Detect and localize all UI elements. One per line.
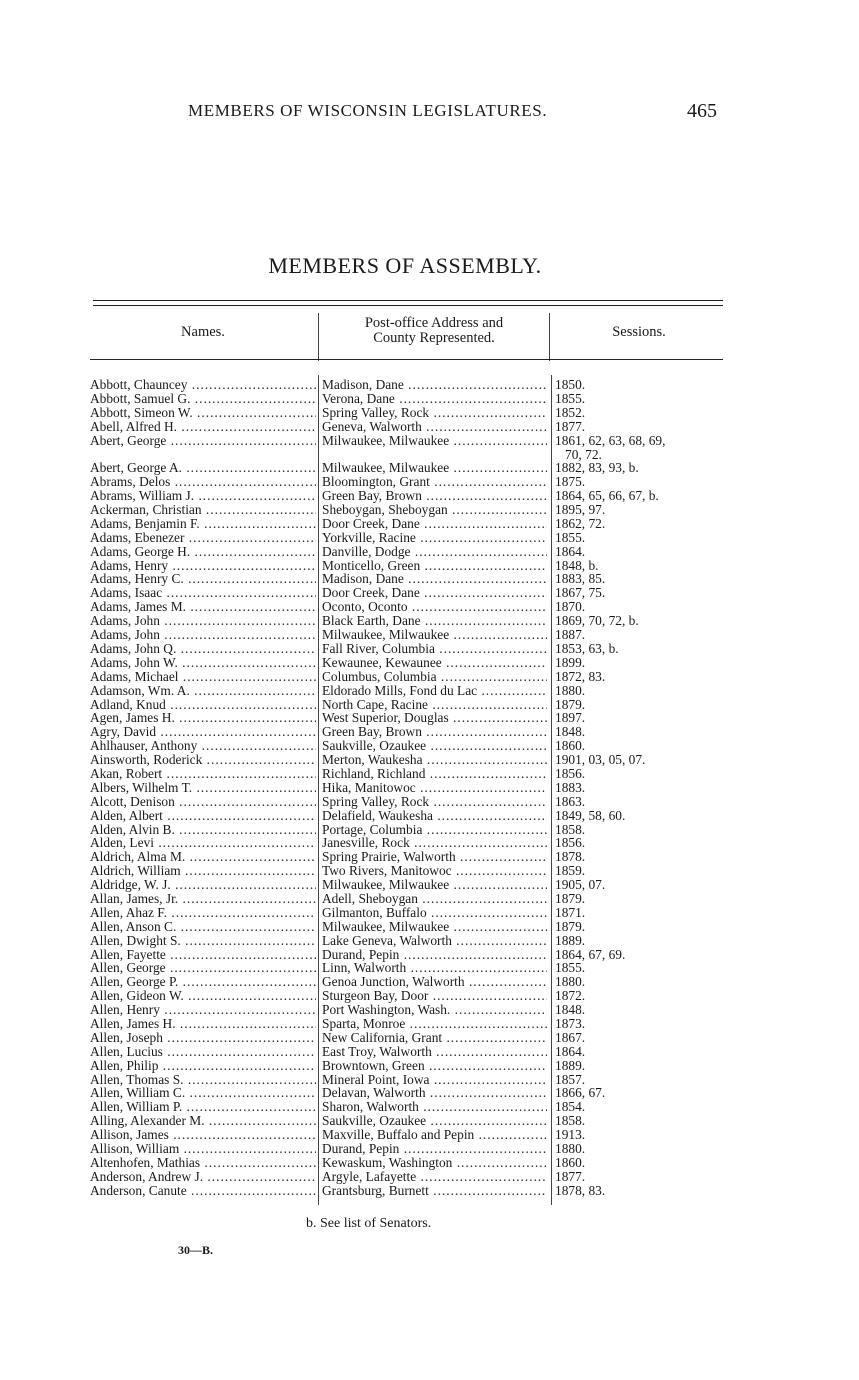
member-address: Adell, Sheboygan ..... <box>322 892 547 906</box>
table-row <box>90 836 730 850</box>
member-name: Allen, George ..... <box>90 961 316 975</box>
member-address: Mineral Point, Iowa ..... <box>322 1073 547 1087</box>
member-address: West Superior, Douglas ..... <box>322 711 547 725</box>
member-name: Allen, Gideon W. ..... <box>90 989 316 1003</box>
member-name: Allen, James H. ..... <box>90 1017 316 1031</box>
member-name: Alden, Alvin B. ..... <box>90 823 316 837</box>
member-address: Spring Valley, Rock ..... <box>322 406 547 420</box>
member-sessions: 1895, 97. <box>555 502 606 518</box>
member-name: Ackerman, Christian ..... <box>90 503 316 517</box>
member-address: Milwaukee, Milwaukee ..... <box>322 920 547 934</box>
table-row <box>90 906 730 920</box>
member-sessions: 1883, 85. <box>555 571 606 587</box>
member-address: Sturgeon Bay, Door ..... <box>322 989 547 1003</box>
member-sessions: 1861, 62, 63, 68, 69, 70, 72. <box>555 432 666 462</box>
member-sessions: 1889. <box>555 932 586 948</box>
member-address: Port Washington, Wash. ..... <box>322 1003 547 1017</box>
table-row <box>90 670 730 684</box>
table-row <box>90 1170 730 1184</box>
member-name: Alden, Albert ..... <box>90 809 316 823</box>
table-row <box>90 823 730 837</box>
member-name: Aldridge, W. J. ..... <box>90 878 316 892</box>
member-address: Oconto, Oconto ..... <box>322 600 547 614</box>
member-sessions: 1855. <box>555 960 586 976</box>
member-sessions: 1869, 70, 72, b. <box>555 613 639 629</box>
table-row <box>90 1114 730 1128</box>
member-sessions: 1875. <box>555 474 586 490</box>
member-address: Lake Geneva, Walworth ..... <box>322 934 547 948</box>
signature-mark: 30—B. <box>178 1243 214 1257</box>
member-sessions: 1883. <box>555 779 586 795</box>
table-row <box>90 809 730 823</box>
table-row <box>90 975 730 989</box>
member-sessions: 1880. <box>555 682 586 698</box>
member-name: Adams, Isaac ..... <box>90 586 316 600</box>
member-sessions: 1880. <box>555 1141 586 1156</box>
table-row <box>90 489 730 503</box>
table-row <box>90 545 730 559</box>
member-sessions: 1858. <box>555 1113 586 1129</box>
sessions-column-header: Sessions. <box>612 324 666 340</box>
member-name: Allen, Joseph ..... <box>90 1031 316 1045</box>
member-sessions: 1872, 83. <box>555 668 606 684</box>
table-row <box>90 1059 730 1073</box>
member-sessions: 1864, 65, 66, 67, b. <box>555 488 659 504</box>
table-row <box>90 503 730 517</box>
member-name: Altenhofen, Mathias ..... <box>90 1156 316 1170</box>
member-sessions: 1852. <box>555 404 586 420</box>
table-row <box>90 725 730 739</box>
member-address: Kewaskum, Washington ..... <box>322 1156 547 1170</box>
member-address: Sparta, Monroe ..... <box>322 1017 547 1031</box>
table-row <box>90 795 730 809</box>
table-row <box>90 420 730 434</box>
member-address: Black Earth, Dane ..... <box>322 614 547 628</box>
member-sessions: 1860. <box>555 1154 586 1170</box>
member-name: Adams, Henry C. ..... <box>90 572 316 586</box>
table-row <box>90 878 730 892</box>
table-row <box>90 475 730 489</box>
member-name: Aldrich, William ..... <box>90 864 316 878</box>
member-address: Linn, Walworth ..... <box>322 961 547 975</box>
member-address: Durand, Pepin ..... <box>322 1142 547 1156</box>
member-address: Geneva, Walworth ..... <box>322 420 547 434</box>
member-address: Madison, Dane ..... <box>322 572 547 586</box>
member-address: Verona, Dane ..... <box>322 392 547 406</box>
member-name: Adams, Henry ..... <box>90 559 316 573</box>
table-row <box>90 642 730 656</box>
member-name: Allen, William P. ..... <box>90 1100 316 1114</box>
member-name: Akan, Robert ..... <box>90 767 316 781</box>
member-sessions: 1848. <box>555 724 586 740</box>
member-sessions: 1860. <box>555 738 586 754</box>
member-address: Milwaukee, Milwaukee ..... <box>322 434 547 448</box>
page-number: 465 <box>687 100 717 122</box>
member-address: Browntown, Green ..... <box>322 1059 547 1073</box>
table-row <box>90 1031 730 1045</box>
table-row <box>90 864 730 878</box>
member-sessions: 1878. <box>555 849 586 865</box>
member-address: Monticello, Green ..... <box>322 559 547 573</box>
member-name: Ainsworth, Roderick ..... <box>90 753 316 767</box>
member-sessions: 1853, 63, b. <box>555 640 619 656</box>
member-sessions: 1862, 72. <box>555 515 606 531</box>
table-row <box>90 572 730 586</box>
member-name: Alden, Levi ..... <box>90 836 316 850</box>
table-row <box>90 378 730 392</box>
member-sessions: 1877. <box>555 1168 586 1184</box>
member-name: Allison, William ..... <box>90 1142 316 1156</box>
member-sessions: 1856. <box>555 835 586 851</box>
member-name: Allen, Henry ..... <box>90 1003 316 1017</box>
table-row <box>90 850 730 864</box>
address-header-line2: County Represented. <box>373 330 495 346</box>
member-sessions: 1879. <box>555 890 586 906</box>
table-row <box>90 1142 730 1156</box>
member-sessions: 1859. <box>555 863 586 879</box>
table-row <box>90 406 730 420</box>
member-name: Allan, James, Jr. ..... <box>90 892 316 906</box>
member-name: Abbott, Samuel G. ..... <box>90 392 316 406</box>
table-row <box>90 934 730 948</box>
member-name: Adams, John ..... <box>90 614 316 628</box>
member-sessions: 1899. <box>555 654 586 670</box>
member-name: Adams, Ebenezer ..... <box>90 531 316 545</box>
member-address: New California, Grant ..... <box>322 1031 547 1045</box>
member-sessions: 1882, 83, 93, b. <box>555 460 639 476</box>
member-sessions: 1857. <box>555 1071 586 1087</box>
member-sessions: 1858. <box>555 821 586 837</box>
member-sessions: 1866, 67. <box>555 1085 606 1101</box>
member-sessions: 1864. <box>555 1043 586 1059</box>
member-address: Gilmanton, Buffalo ..... <box>322 906 547 920</box>
column-divider <box>549 313 550 361</box>
member-sessions: 1880. <box>555 974 586 990</box>
table-row <box>90 461 730 475</box>
member-sessions: 1854. <box>555 1099 586 1115</box>
member-address: Janesville, Rock ..... <box>322 836 547 850</box>
member-sessions: 1872. <box>555 988 586 1004</box>
section-title: MEMBERS OF ASSEMBLY. <box>268 253 542 278</box>
member-address: Richland, Richland ..... <box>322 767 547 781</box>
member-name: Adams, John W. ..... <box>90 656 316 670</box>
member-sessions: 1848. <box>555 1002 586 1018</box>
member-name: Allen, Thomas S. ..... <box>90 1073 316 1087</box>
member-sessions: 1887. <box>555 627 586 643</box>
member-address: Merton, Waukesha ..... <box>322 753 547 767</box>
member-name: Allen, Dwight S. ..... <box>90 934 316 948</box>
member-name: Adams, John Q. ..... <box>90 642 316 656</box>
member-sessions: 1873. <box>555 1015 586 1031</box>
table-row <box>90 517 730 531</box>
column-divider <box>318 313 319 361</box>
member-name: Abert, George A. ..... <box>90 461 316 475</box>
table-row <box>90 1086 730 1100</box>
table-row <box>90 614 730 628</box>
table-row <box>90 1073 730 1087</box>
member-address: Columbus, Columbia ..... <box>322 670 547 684</box>
member-name: Abrams, William J. ..... <box>90 489 316 503</box>
members-table <box>90 378 730 1198</box>
member-address: Portage, Columbia ..... <box>322 823 547 837</box>
member-name: Allen, Lucius ..... <box>90 1045 316 1059</box>
member-name: Adams, George H. ..... <box>90 545 316 559</box>
member-name: Allen, Fayette ..... <box>90 948 316 962</box>
table-row <box>90 948 730 962</box>
member-address: Milwaukee, Milwaukee ..... <box>322 461 547 475</box>
member-name: Ahlhauser, Anthony ..... <box>90 739 316 753</box>
member-name: Agry, David ..... <box>90 725 316 739</box>
table-row <box>90 600 730 614</box>
member-address: Bloomington, Grant ..... <box>322 475 547 489</box>
member-address: Delafield, Waukesha ..... <box>322 809 547 823</box>
member-name: Allen, Anson C. ..... <box>90 920 316 934</box>
address-header-line1: Post-office Address and <box>364 315 504 331</box>
member-address: Milwaukee, Milwaukee ..... <box>322 628 547 642</box>
table-row <box>90 1100 730 1114</box>
member-sessions: 1849, 58, 60. <box>555 807 626 823</box>
member-sessions: 1879. <box>555 696 586 712</box>
member-address: Hika, Manitowoc ..... <box>322 781 547 795</box>
table-row <box>90 989 730 1003</box>
member-address: Two Rivers, Manitowoc ..... <box>322 864 547 878</box>
member-name: Abbott, Chauncey ..... <box>90 378 316 392</box>
member-sessions: 1913. <box>555 1127 586 1143</box>
member-sessions: 1863. <box>555 793 586 809</box>
member-address: Door Creek, Dane ..... <box>322 517 547 531</box>
table-row <box>90 1045 730 1059</box>
member-name: Alling, Alexander M. ..... <box>90 1114 316 1128</box>
member-sessions: 1877. <box>555 418 586 434</box>
member-sessions: 1878, 83. <box>555 1182 606 1198</box>
table-top-rule-inner <box>93 305 723 306</box>
member-name: Adamson, Wm. A. ..... <box>90 684 316 698</box>
table-row <box>90 767 730 781</box>
member-name: Adams, Michael ..... <box>90 670 316 684</box>
member-name: Adams, John ..... <box>90 628 316 642</box>
member-name: Abert, George ..... <box>90 434 316 448</box>
member-sessions: 1871. <box>555 904 586 920</box>
table-row <box>90 586 730 600</box>
member-address: Saukville, Ozaukee ..... <box>322 739 547 753</box>
table-row <box>90 1156 730 1170</box>
member-sessions: 1850. <box>555 377 586 392</box>
member-address: Delavan, Walworth ..... <box>322 1086 547 1100</box>
member-name: Allen, Ahaz F. ..... <box>90 906 316 920</box>
table-row <box>90 656 730 670</box>
member-sessions: 1889. <box>555 1057 586 1073</box>
table-row <box>90 781 730 795</box>
table-row <box>90 1017 730 1031</box>
names-column-header: Names. <box>181 324 225 340</box>
member-address: Sheboygan, Sheboygan ..... <box>322 503 547 517</box>
table-row <box>90 1128 730 1142</box>
running-header: MEMBERS OF WISCONSIN LEGISLATURES. <box>188 101 548 120</box>
member-address: Spring Prairie, Walworth ..... <box>322 850 547 864</box>
address-column-header <box>320 316 548 346</box>
table-top-rule <box>93 300 723 301</box>
member-address: Door Creek, Dane ..... <box>322 586 547 600</box>
member-sessions: 1855. <box>555 529 586 545</box>
table-row <box>90 698 730 712</box>
member-address: Genoa Junction, Walworth ..... <box>322 975 547 989</box>
member-sessions: 1901, 03, 05, 07. <box>555 752 646 768</box>
member-sessions: 1879. <box>555 918 586 934</box>
member-address: Argyle, Lafayette ..... <box>322 1170 547 1184</box>
member-sessions: 1867, 75. <box>555 585 606 601</box>
member-address: East Troy, Walworth ..... <box>322 1045 547 1059</box>
footnote: b. See list of Senators. <box>306 1216 432 1231</box>
member-sessions: 1848, b. <box>555 557 599 573</box>
table-row <box>90 753 730 767</box>
member-sessions: 1855. <box>555 390 586 406</box>
member-name: Adams, James M. ..... <box>90 600 316 614</box>
table-header-bottom-rule <box>90 359 723 360</box>
member-name: Allen, George P. ..... <box>90 975 316 989</box>
member-address: Milwaukee, Milwaukee ..... <box>322 878 547 892</box>
member-sessions: 1864. <box>555 543 586 559</box>
member-name: Allison, James ..... <box>90 1128 316 1142</box>
member-name: Adams, Benjamin F. ..... <box>90 517 316 531</box>
member-name: Agen, James H. ..... <box>90 711 316 725</box>
member-address: Green Bay, Brown ..... <box>322 489 547 503</box>
member-name: Allen, Philip ..... <box>90 1059 316 1073</box>
member-sessions: 1897. <box>555 710 586 726</box>
table-row <box>90 684 730 698</box>
table-row <box>90 559 730 573</box>
table-row <box>90 392 730 406</box>
member-name: Allen, William C. ..... <box>90 1086 316 1100</box>
table-row <box>90 1184 730 1198</box>
member-name: Abell, Alfred H. ..... <box>90 420 316 434</box>
member-sessions: 1905, 07. <box>555 877 606 893</box>
member-sessions: 1856. <box>555 765 586 781</box>
table-row <box>90 961 730 975</box>
member-address: Spring Valley, Rock ..... <box>322 795 547 809</box>
member-address: Eldorado Mills, Fond du Lac ..... <box>322 684 547 698</box>
member-address: Durand, Pepin ..... <box>322 948 547 962</box>
member-name: Albers, Wilhelm T. ..... <box>90 781 316 795</box>
member-name: Adland, Knud ..... <box>90 698 316 712</box>
table-row <box>90 920 730 934</box>
member-name: Abrams, Delos ..... <box>90 475 316 489</box>
table-row <box>90 1003 730 1017</box>
member-name: Aldrich, Alma M. ..... <box>90 850 316 864</box>
member-sessions: 1864, 67, 69. <box>555 946 626 962</box>
table-row <box>90 711 730 725</box>
member-address: Madison, Dane ..... <box>322 378 547 392</box>
member-address: North Cape, Racine ..... <box>322 698 547 712</box>
member-sessions: 1867. <box>555 1029 586 1045</box>
member-address: Fall River, Columbia ..... <box>322 642 547 656</box>
table-row <box>90 739 730 753</box>
member-address: Kewaunee, Kewaunee ..... <box>322 656 547 670</box>
member-address: Grantsburg, Burnett ..... <box>322 1184 547 1198</box>
member-address: Saukville, Ozaukee ..... <box>322 1114 547 1128</box>
member-address: Green Bay, Brown ..... <box>322 725 547 739</box>
member-sessions: 1870. <box>555 599 586 615</box>
table-row <box>90 531 730 545</box>
table-row <box>90 892 730 906</box>
member-name: Alcott, Denison ..... <box>90 795 316 809</box>
member-address: Yorkville, Racine ..... <box>322 531 547 545</box>
table-row <box>90 434 730 462</box>
member-address: Maxville, Buffalo and Pepin ..... <box>322 1128 547 1142</box>
member-name: Anderson, Andrew J. ..... <box>90 1170 316 1184</box>
member-name: Abbott, Simeon W. ..... <box>90 406 316 420</box>
member-name: Anderson, Canute ..... <box>90 1184 316 1198</box>
member-address: Danville, Dodge ..... <box>322 545 547 559</box>
member-address: Sharon, Walworth ..... <box>322 1100 547 1114</box>
table-row <box>90 628 730 642</box>
